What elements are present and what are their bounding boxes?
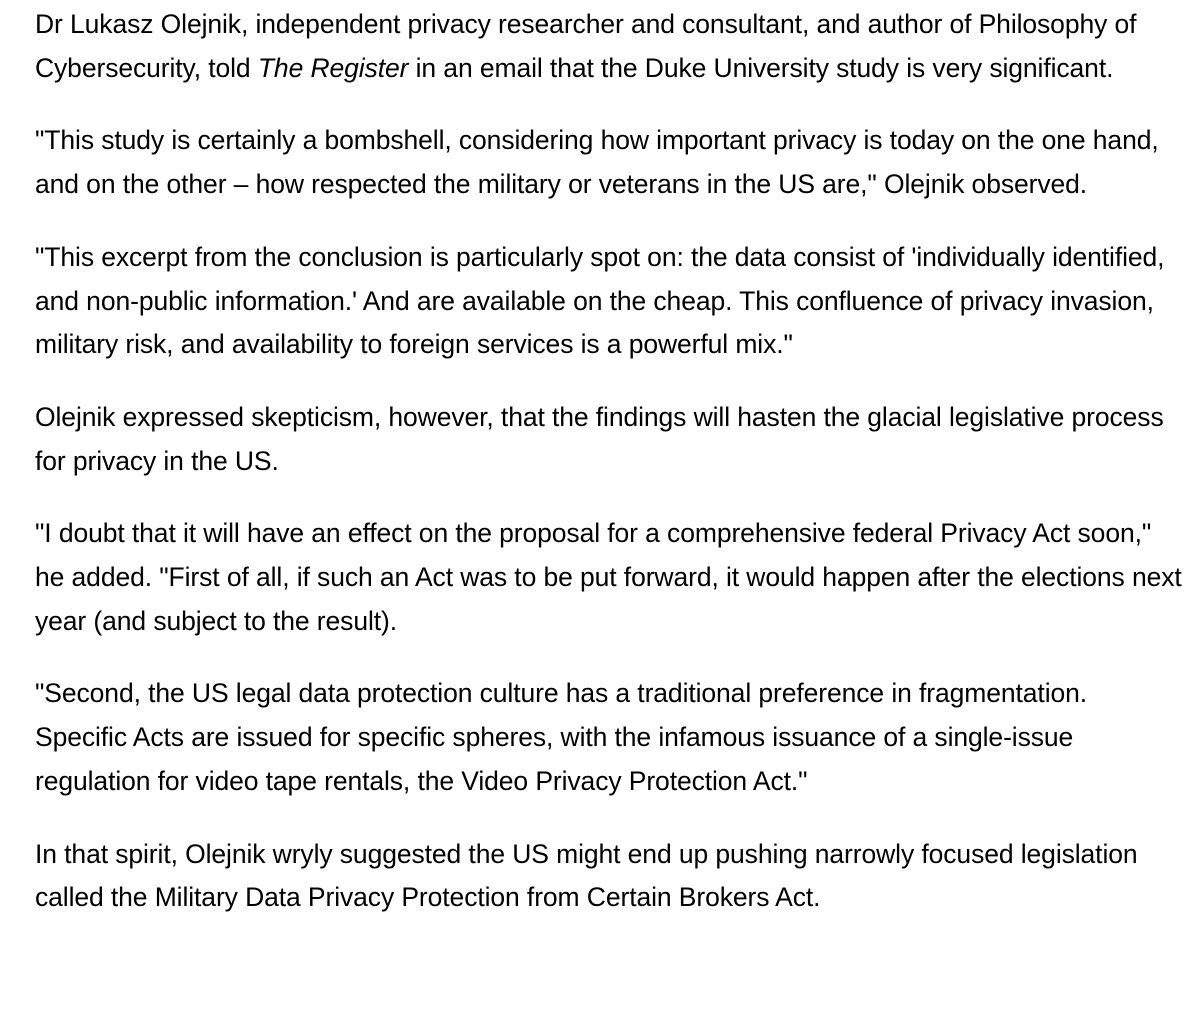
intro-text-after: in an email that the Duke University study is very significant.	[408, 52, 1114, 83]
intro-text-before: Dr Lukasz Olejnik, independent privacy researcher and consultant, and author of Philosophy of Cybersecurity, told	[35, 9, 1137, 83]
paragraph-privacy-act-doubt: "I doubt that it will have an effect on the proposal for a comprehensive federal Privacy Act soon," he added. "First of all, if such an Act was to be put forward, it would happen after the elections next year (and subject to the result).	[35, 518, 1182, 636]
paragraph-olejnik-intro	[35, 3, 1186, 90]
publication-name: The Register	[257, 52, 409, 83]
paragraph-fragmentation: "Second, the US legal data protection culture has a traditional preference in fragmentation. Specific Acts are issued for specific spheres, with the infamous issuance of a single-issue regulation for video tape rentals, the Video Privacy Protection Act."	[35, 678, 1088, 796]
paragraph-bombshell-quote: "This study is certainly a bombshell, considering how important privacy is today on the one hand, and on the other – how respected the military or veterans in the US are," Olejnik observed.	[35, 125, 1159, 200]
paragraph-skepticism: Olejnik expressed skepticism, however, that the findings will hasten the glacial legislative process for privacy in the US.	[35, 401, 1164, 476]
paragraph-military-act: In that spirit, Olejnik wryly suggested the US might end up pushing narrowly focused legislation called the Military Data Privacy Protection from Certain Brokers Act.	[35, 838, 1138, 913]
paragraph-conclusion-excerpt: "This excerpt from the conclusion is particularly spot on: the data consist of 'individually identified, and non-public information.' And are available on the cheap. This confluence of privacy invasion, military risk, and availability to foreign services is a powerful mix."	[35, 241, 1165, 360]
